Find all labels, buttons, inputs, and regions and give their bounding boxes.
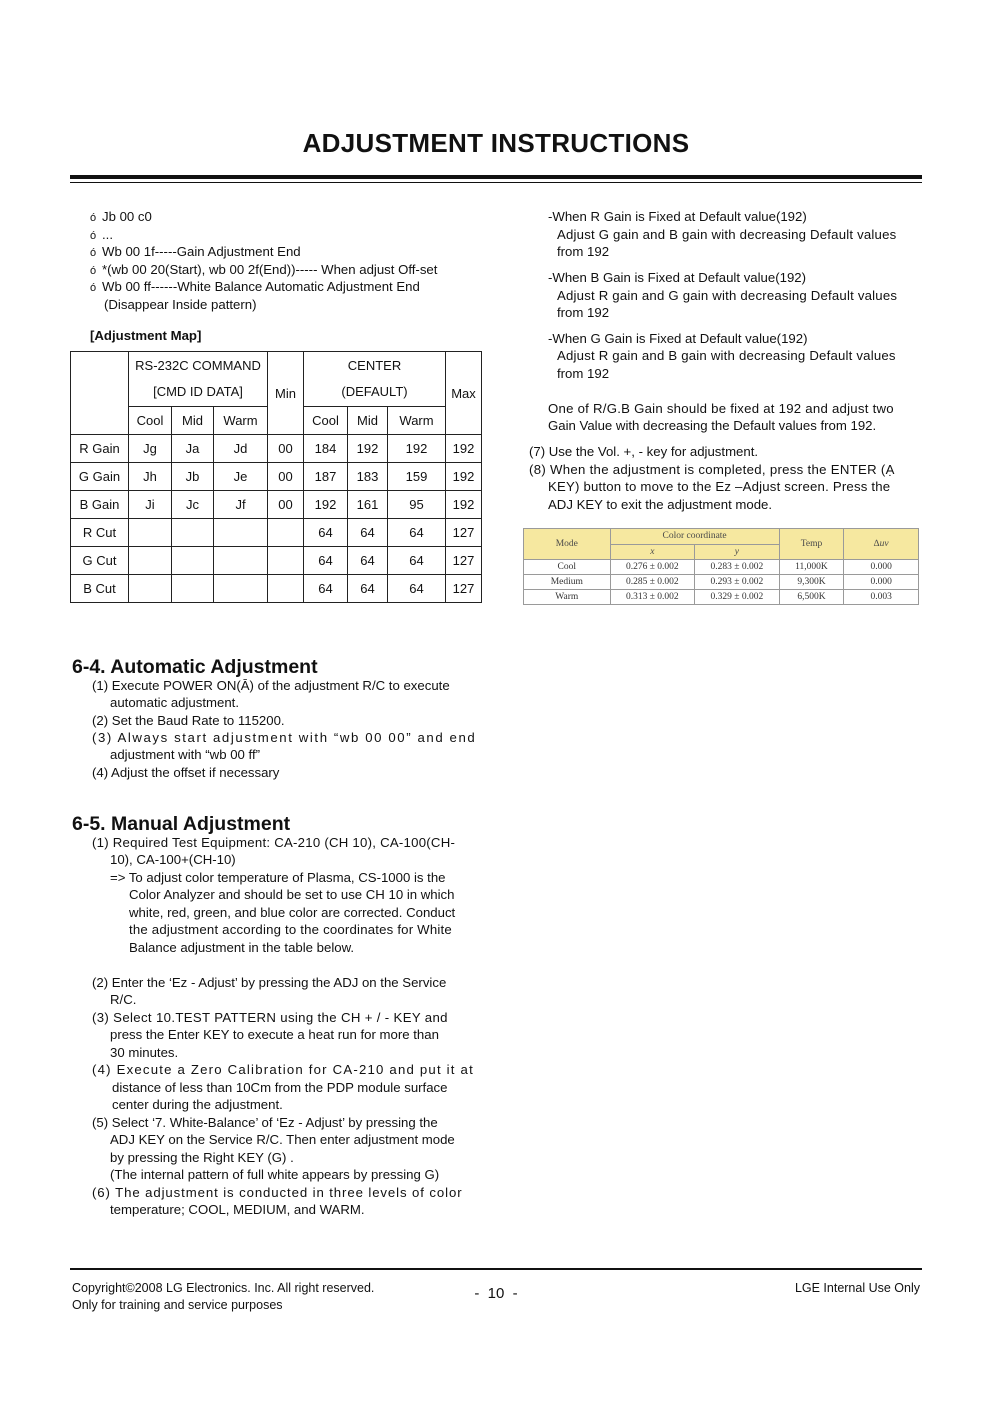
- s64-line: (4) Adjust the offset if necessary: [92, 765, 280, 780]
- right-line: from 192: [557, 305, 610, 320]
- table-cell: 64: [348, 519, 388, 547]
- page-number: - 10 -: [474, 1285, 518, 1302]
- table-cell: Jg: [129, 435, 172, 463]
- ct-y-header: y: [695, 544, 780, 560]
- right-line: Gain Value with decreasing the Default values from 192.: [548, 418, 877, 433]
- table-row: [524, 560, 919, 575]
- table-cell: [214, 519, 268, 547]
- right-line: -When R Gain is Fixed at Default value(192): [548, 209, 807, 224]
- ct-cell: 0.003: [844, 590, 919, 605]
- table-cell: Ji: [129, 491, 172, 519]
- table-cell: 64: [304, 547, 348, 575]
- s65-line: 10), CA-100+(CH-10): [110, 852, 236, 867]
- ct-cell: 0.000: [844, 575, 919, 590]
- table-cell: Je: [214, 463, 268, 491]
- s64-line: (1) Execute POWER ON(Ā) of the adjustment R/C to execute: [92, 678, 450, 693]
- table-cell: 192: [446, 491, 482, 519]
- ct-cell: 0.276 ± 0.002: [610, 560, 695, 575]
- table-cell: [214, 575, 268, 603]
- row-label-cell: B Cut: [71, 575, 129, 603]
- table-cell: 64: [304, 519, 348, 547]
- cmd-mid-header: Mid: [172, 407, 214, 435]
- ct-cell: 0.285 ± 0.002: [610, 575, 695, 590]
- row-label-cell: G Cut: [71, 547, 129, 575]
- footer-training: Only for training and service purposes: [72, 1298, 283, 1312]
- table-cell: 187: [304, 463, 348, 491]
- bullet-continuation: (Disappear Inside pattern): [104, 297, 257, 312]
- table-cell: 127: [446, 575, 482, 603]
- color-coordinate-table: [523, 528, 919, 605]
- page-title: ADJUSTMENT INSTRUCTIONS: [302, 128, 690, 158]
- ct-cell: 6,500K: [779, 590, 844, 605]
- table-cell: [268, 519, 304, 547]
- s65-line: ADJ KEY on the Service R/C. Then enter adjustment mode: [110, 1132, 455, 1147]
- table-cell: [268, 547, 304, 575]
- row-label-cell: R Cut: [71, 519, 129, 547]
- table-cell: 183: [348, 463, 388, 491]
- section-6-5-heading: 6-5. Manual Adjustment: [72, 813, 291, 835]
- table-cell: [129, 547, 172, 575]
- s65-line: R/C.: [110, 992, 137, 1007]
- table-cell: [268, 575, 304, 603]
- bullet-icon: ó: [90, 212, 97, 224]
- s65-line: Color Analyzer and should be set to use CH 10 in which: [129, 887, 455, 902]
- center-warm-header: Warm: [388, 407, 446, 435]
- table-cell: [172, 547, 214, 575]
- ct-cell: 0.329 ± 0.002: [695, 590, 780, 605]
- bullet-line-3: ó Wb 00 1f-----Gain Adjustment End: [90, 243, 301, 262]
- table-cell: [172, 575, 214, 603]
- s65-line: distance of less than 10Cm from the PDP module surface: [112, 1080, 448, 1095]
- right-line: (8) When the adjustment is completed, press the ENTER (Ạ: [529, 462, 895, 477]
- s65-line: Balance adjustment in the table below.: [129, 940, 355, 955]
- s65-line: (2) Enter the ‘Ez - Adjust’ by pressing the ADJ on the Service: [92, 975, 447, 990]
- s65-line: (4) Execute a Zero Calibration for CA-210 and put it at: [92, 1062, 474, 1077]
- title-rule-thin: [70, 182, 922, 183]
- center-mid-header: Mid: [348, 407, 388, 435]
- ct-mode-header: Mode: [524, 529, 611, 560]
- ct-cell: 11,000K: [779, 560, 844, 575]
- s64-line: (2) Set the Baud Rate to 115200.: [92, 713, 285, 728]
- right-line: -When G Gain is Fixed at Default value(192): [548, 331, 808, 346]
- footer-internal: LGE Internal Use Only: [794, 1281, 920, 1295]
- right-line: from 192: [557, 244, 610, 259]
- right-line: KEY) button to move to the Ez –Adjust screen. Press the: [548, 479, 891, 494]
- s65-line: by pressing the Right KEY (G) .: [110, 1150, 294, 1165]
- s65-line: (5) Select ‘7. White-Balance’ of ‘Ez - Adjust’ by pressing the: [92, 1115, 438, 1130]
- s64-line: adjustment with “wb 00 ff”: [110, 747, 261, 762]
- table-cell: 192: [304, 491, 348, 519]
- s65-line: white, red, green, and blue color are corrected. Conduct: [129, 905, 456, 920]
- table-cell: 127: [446, 547, 482, 575]
- table-cell: 64: [304, 575, 348, 603]
- right-line: Adjust R gain and B gain with decreasing Default values: [557, 348, 896, 363]
- cmd-cool-header: Cool: [129, 407, 172, 435]
- table-row: [524, 590, 919, 605]
- s65-line: => To adjust color temperature of Plasma, CS-1000 is the: [110, 870, 446, 885]
- ct-coord-header: Color coordinate: [610, 529, 779, 545]
- table-cell: [129, 519, 172, 547]
- rs232-header: RS-232C COMMAND [CMD ID DATA]: [129, 352, 268, 407]
- row-label-cell: R Gain: [71, 435, 129, 463]
- bullet-icon: ó: [90, 282, 97, 294]
- right-line: Adjust G gain and B gain with decreasing Default values: [557, 227, 897, 242]
- table-row: [71, 547, 482, 575]
- table-row: [71, 435, 482, 463]
- table-row: [71, 519, 482, 547]
- table-row: [71, 491, 482, 519]
- right-line: ADJ KEY to exit the adjustment mode.: [548, 497, 773, 512]
- table-row: [71, 575, 482, 603]
- min-header: Min: [268, 352, 304, 435]
- footer-copyright: Copyright©2008 LG Electronics. Inc. All right reserved.: [72, 1281, 375, 1295]
- table-cell: Jb: [172, 463, 214, 491]
- right-line: -When B Gain is Fixed at Default value(192): [548, 270, 807, 285]
- table-cell: 64: [388, 519, 446, 547]
- s65-line: (The internal pattern of full white appears by pressing G): [110, 1167, 440, 1182]
- bullet-line-4: ó *(wb 00 20(Start), wb 00 2f(End))----- When adjust Off-set: [90, 261, 437, 280]
- table-cell: 192: [388, 435, 446, 463]
- bullet-line-5: ó Wb 00 ff------White Balance Automatic Adjustment End: [90, 278, 420, 297]
- center-cool-header: Cool: [304, 407, 348, 435]
- bullet-icon: ó: [90, 265, 97, 277]
- table-cell: 00: [268, 491, 304, 519]
- s65-line: (6) The adjustment is conducted in three levels of color: [92, 1185, 463, 1200]
- row-label-cell: B Gain: [71, 491, 129, 519]
- ct-duv-header: ∆uv: [844, 529, 919, 560]
- table-cell: 64: [388, 575, 446, 603]
- table-cell: Jh: [129, 463, 172, 491]
- s64-line: (3) Always start adjustment with “wb 00 00” and end: [92, 730, 477, 745]
- s64-line: automatic adjustment.: [110, 695, 240, 710]
- table-cell: 64: [388, 547, 446, 575]
- max-header: Max: [446, 352, 482, 435]
- right-line: from 192: [557, 366, 610, 381]
- ct-cell: 0.293 ± 0.002: [695, 575, 780, 590]
- center-header: CENTER (DEFAULT): [304, 352, 446, 407]
- table-cell: [214, 547, 268, 575]
- table-cell: 192: [446, 463, 482, 491]
- ct-x-header: x: [610, 544, 695, 560]
- s65-line: temperature; COOL, MEDIUM, and WARM.: [110, 1202, 365, 1217]
- table-cell: 184: [304, 435, 348, 463]
- table-cell: Jf: [214, 491, 268, 519]
- footer-rule: [70, 1268, 922, 1270]
- s65-line: the adjustment according to the coordinates for White: [129, 922, 452, 937]
- table-cell: 64: [348, 575, 388, 603]
- adjustment-map-heading: [Adjustment Map]: [90, 328, 202, 343]
- table-cell: 95: [388, 491, 446, 519]
- adjustment-map-table: [70, 351, 482, 603]
- s65-line: press the Enter KEY to execute a heat run for more than: [110, 1027, 439, 1042]
- ct-cell: 0.000: [844, 560, 919, 575]
- table-row: [71, 463, 482, 491]
- title-rule-thick: [70, 175, 922, 179]
- table-cell: Ja: [172, 435, 214, 463]
- right-line: (7) Use the Vol. +, - key for adjustment.: [529, 444, 759, 459]
- table-cell: 192: [348, 435, 388, 463]
- corner-cell: [71, 352, 129, 435]
- bullet-icon: ó: [90, 230, 97, 242]
- table-cell: 64: [348, 547, 388, 575]
- right-line: One of R/G.B Gain should be fixed at 192 and adjust two: [548, 401, 894, 416]
- bullet-line-1: ó Jb 00 c0: [90, 208, 152, 227]
- s65-line: center during the adjustment.: [112, 1097, 283, 1112]
- table-cell: [129, 575, 172, 603]
- s65-line: (1) Required Test Equipment: CA-210 (CH 10), CA-100(CH-: [92, 835, 456, 850]
- table-row: [524, 575, 919, 590]
- table-cell: 00: [268, 463, 304, 491]
- ct-cell: Medium: [524, 575, 611, 590]
- table-cell: 127: [446, 519, 482, 547]
- row-label-cell: G Gain: [71, 463, 129, 491]
- ct-cell: Cool: [524, 560, 611, 575]
- table-cell: 161: [348, 491, 388, 519]
- table-cell: 00: [268, 435, 304, 463]
- table-header-row: [71, 352, 482, 407]
- ct-cell: Warm: [524, 590, 611, 605]
- table-cell: Jc: [172, 491, 214, 519]
- section-6-4-heading: 6-4. Automatic Adjustment: [72, 656, 318, 678]
- table-cell: 159: [388, 463, 446, 491]
- right-line: Adjust R gain and G gain with decreasing Default values: [557, 288, 898, 303]
- s65-line: (3) Select 10.TEST PATTERN using the CH + / - KEY and: [92, 1010, 448, 1025]
- ct-cell: 0.313 ± 0.002: [610, 590, 695, 605]
- bullet-icon: ó: [90, 247, 97, 259]
- table-cell: Jd: [214, 435, 268, 463]
- cmd-warm-header: Warm: [214, 407, 268, 435]
- ct-temp-header: Temp: [779, 529, 844, 560]
- ct-cell: 0.283 ± 0.002: [695, 560, 780, 575]
- s65-line: 30 minutes.: [110, 1045, 179, 1060]
- table-cell: [172, 519, 214, 547]
- table-cell: 192: [446, 435, 482, 463]
- ct-cell: 9,300K: [779, 575, 844, 590]
- bullet-line-2: ó ...: [90, 226, 113, 245]
